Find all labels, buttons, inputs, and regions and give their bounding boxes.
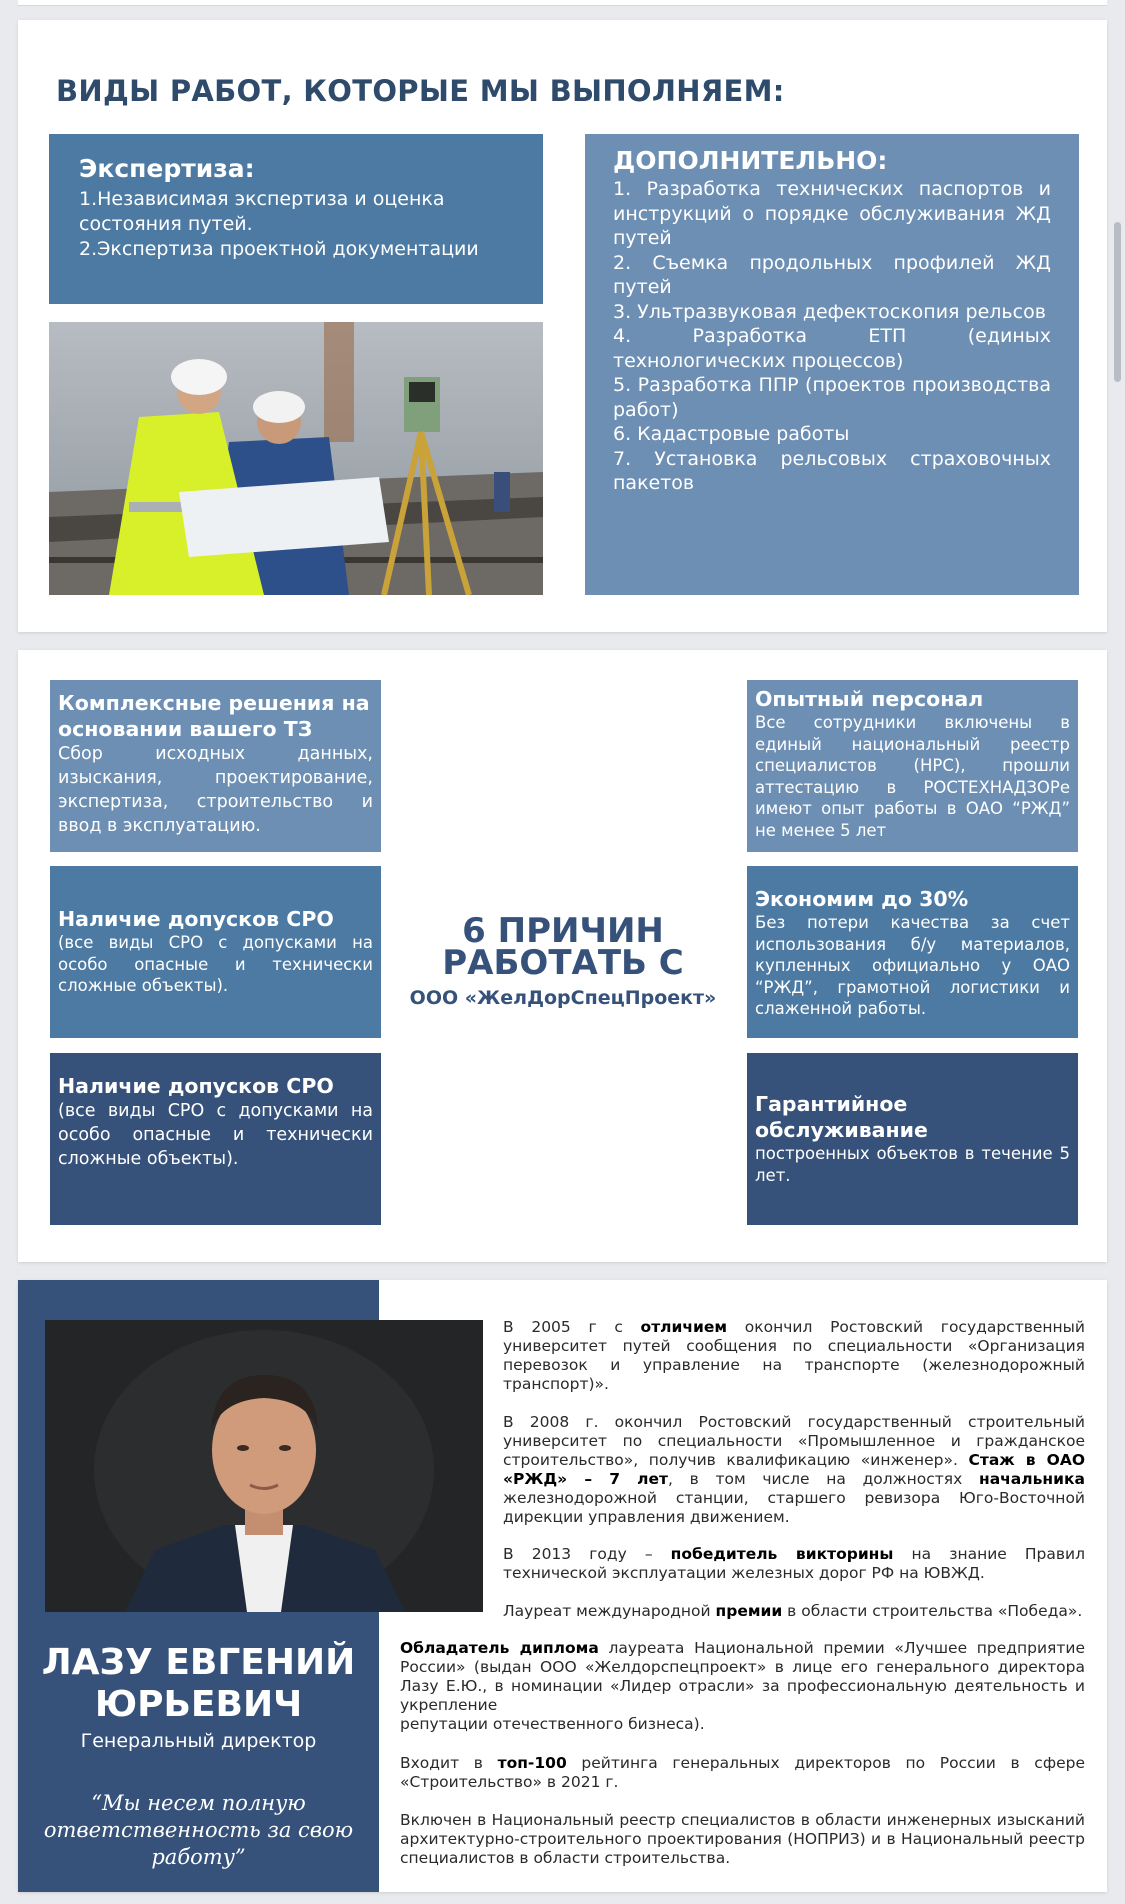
reason-title: Гарантийное обслуживание — [755, 1092, 928, 1142]
expertise-box — [49, 134, 543, 304]
reason-card — [50, 680, 381, 852]
expertise-item: 2.Экспертиза проектной документации — [79, 238, 479, 260]
additional-heading: ДОПОЛНИТЕЛЬНО: — [613, 146, 888, 175]
scrollbar-thumb[interactable] — [1114, 222, 1121, 382]
additional-item: 6. Кадастровые работы — [613, 423, 850, 445]
bio-paragraph: Включен в Национальный реестр специалистов в области инженерных изысканий архитектурно-строительного проектирования (НОПРИЗ) и в Национальный реестр специалистов в области строительства. — [400, 1811, 1085, 1867]
reasons-panel — [18, 650, 1107, 1262]
reason-text: построенных объектов в течение 5 лет. — [755, 1144, 1070, 1185]
reason-text: (все виды СРО с допусками на особо опасные и технически сложные объекты). — [58, 1101, 373, 1169]
reason-card — [50, 1053, 381, 1225]
company-name: ООО «ЖелДорСпецПроект» — [409, 987, 717, 1009]
additional-item: 2. Съемка продольных профилей ЖД путей — [613, 251, 1051, 298]
reason-title: Опытный персонал — [755, 687, 984, 711]
director-quote: “Мы несем полную ответственность за свою работу” — [43, 1791, 354, 1869]
previous-panel-edge — [18, 0, 1107, 6]
work-types-panel — [18, 20, 1107, 632]
director-panel — [18, 1280, 1107, 1892]
director-name-line: ЮРЬЕВИЧ — [94, 1684, 303, 1725]
reason-title: Наличие допусков СРО — [58, 907, 334, 931]
expertise-heading: Экспертиза: — [79, 154, 255, 183]
reason-text: Сбор исходных данных, изыскания, проектирование, экспертиза, строительство и ввод в эксплуатацию. — [58, 744, 373, 836]
bio-paragraph: В 2013 году – победитель викторины на знание Правил технической эксплуатации железных дорог РФ на ЮВЖД. — [503, 1545, 1086, 1582]
bio-paragraph: Входит в топ-100 рейтинга генеральных директоров по России в сфере «Строительство» в 2021 г. — [400, 1754, 1085, 1791]
additional-item: 5. Разработка ППР (проектов производства работ) — [613, 374, 1051, 421]
bio-paragraph: Обладатель диплома лауреата Национальной премии «Лучшее предприятие России» (выдан ООО «Желдорспецпроект» в лице его генерального директора Лазу Е.Ю., в номинации «Лидер отрасли» за профессиональную деятельность и укрепление репутации отечественного бизнеса). — [400, 1639, 1085, 1733]
bio-paragraph: В 2008 г. окончил Ростовский государственный строительный университет по специальности «Промышленное и гражданское строительство», получив квалификацию «инженер». Стаж в ОАО «РЖД» – 7 лет, в том числе на должностях начальника железнодорожной станции, старшего ревизора Юго-Восточной дирекции управления движением. — [503, 1413, 1085, 1526]
additional-item: 1. Разработка технических паспортов и инструкций о порядке обслуживания ЖД путей — [613, 178, 1051, 249]
reason-card — [747, 1053, 1078, 1225]
reasons-title-block — [408, 911, 718, 1009]
reason-text: (все виды СРО с допусками на особо опасные и технически сложные объекты). — [58, 933, 373, 995]
bio-paragraph: В 2005 г с отличием окончил Ростовский государственный университет путей сообщения по специальности «Организация перевозок и управление на транспорте (железнодорожный транспорт)». — [503, 1318, 1085, 1393]
reason-text: Без потери качества за счет использования б/у материалов, купленных официально у ОАО “РЖД”, грамотной логистики и слаженной работы. — [755, 913, 1070, 1018]
workers-photo — [49, 322, 543, 595]
additional-services-box — [585, 134, 1079, 595]
director-name-line: ЛАЗУ ЕВГЕНИЙ — [41, 1642, 356, 1683]
additional-item: 7. Установка рельсовых страховочных пакетов — [613, 447, 1051, 494]
additional-item: 4. Разработка ЕТП (единых технологических процессов) — [613, 325, 1051, 372]
bio-paragraph: Лауреат международной премии в области строительства «Победа». — [503, 1602, 1083, 1620]
reason-title: Наличие допусков СРО — [58, 1074, 334, 1098]
reason-card — [50, 866, 381, 1038]
director-portrait — [45, 1320, 483, 1612]
page-title: ВИДЫ РАБОТ, КОТОРЫЕ МЫ ВЫПОЛНЯЕМ: — [56, 74, 785, 108]
reason-text: Все сотрудники включены в единый национальный реестр специалистов (НРС), прошли аттестацию в РОСТЕХНАДЗОРе имеют опыт работы в ОАО “РЖД” не менее 5 лет — [755, 713, 1070, 840]
reasons-title-line: РАБОТАТЬ С — [442, 943, 684, 983]
expertise-item: 1.Независимая экспертиза и оценка состояния путей. — [79, 188, 445, 235]
reason-card — [747, 680, 1078, 852]
reason-card — [747, 866, 1078, 1038]
director-role: Генеральный директор — [80, 1730, 317, 1752]
reasons-title-line: 6 ПРИЧИН — [462, 911, 664, 951]
reason-title: Комплексные решения на основании вашего ТЗ — [58, 691, 370, 741]
director-name — [18, 1642, 379, 1726]
reason-title: Экономим до 30% — [755, 887, 969, 911]
additional-item: 3. Ультразвуковая дефектоскопия рельсов — [613, 300, 1046, 323]
